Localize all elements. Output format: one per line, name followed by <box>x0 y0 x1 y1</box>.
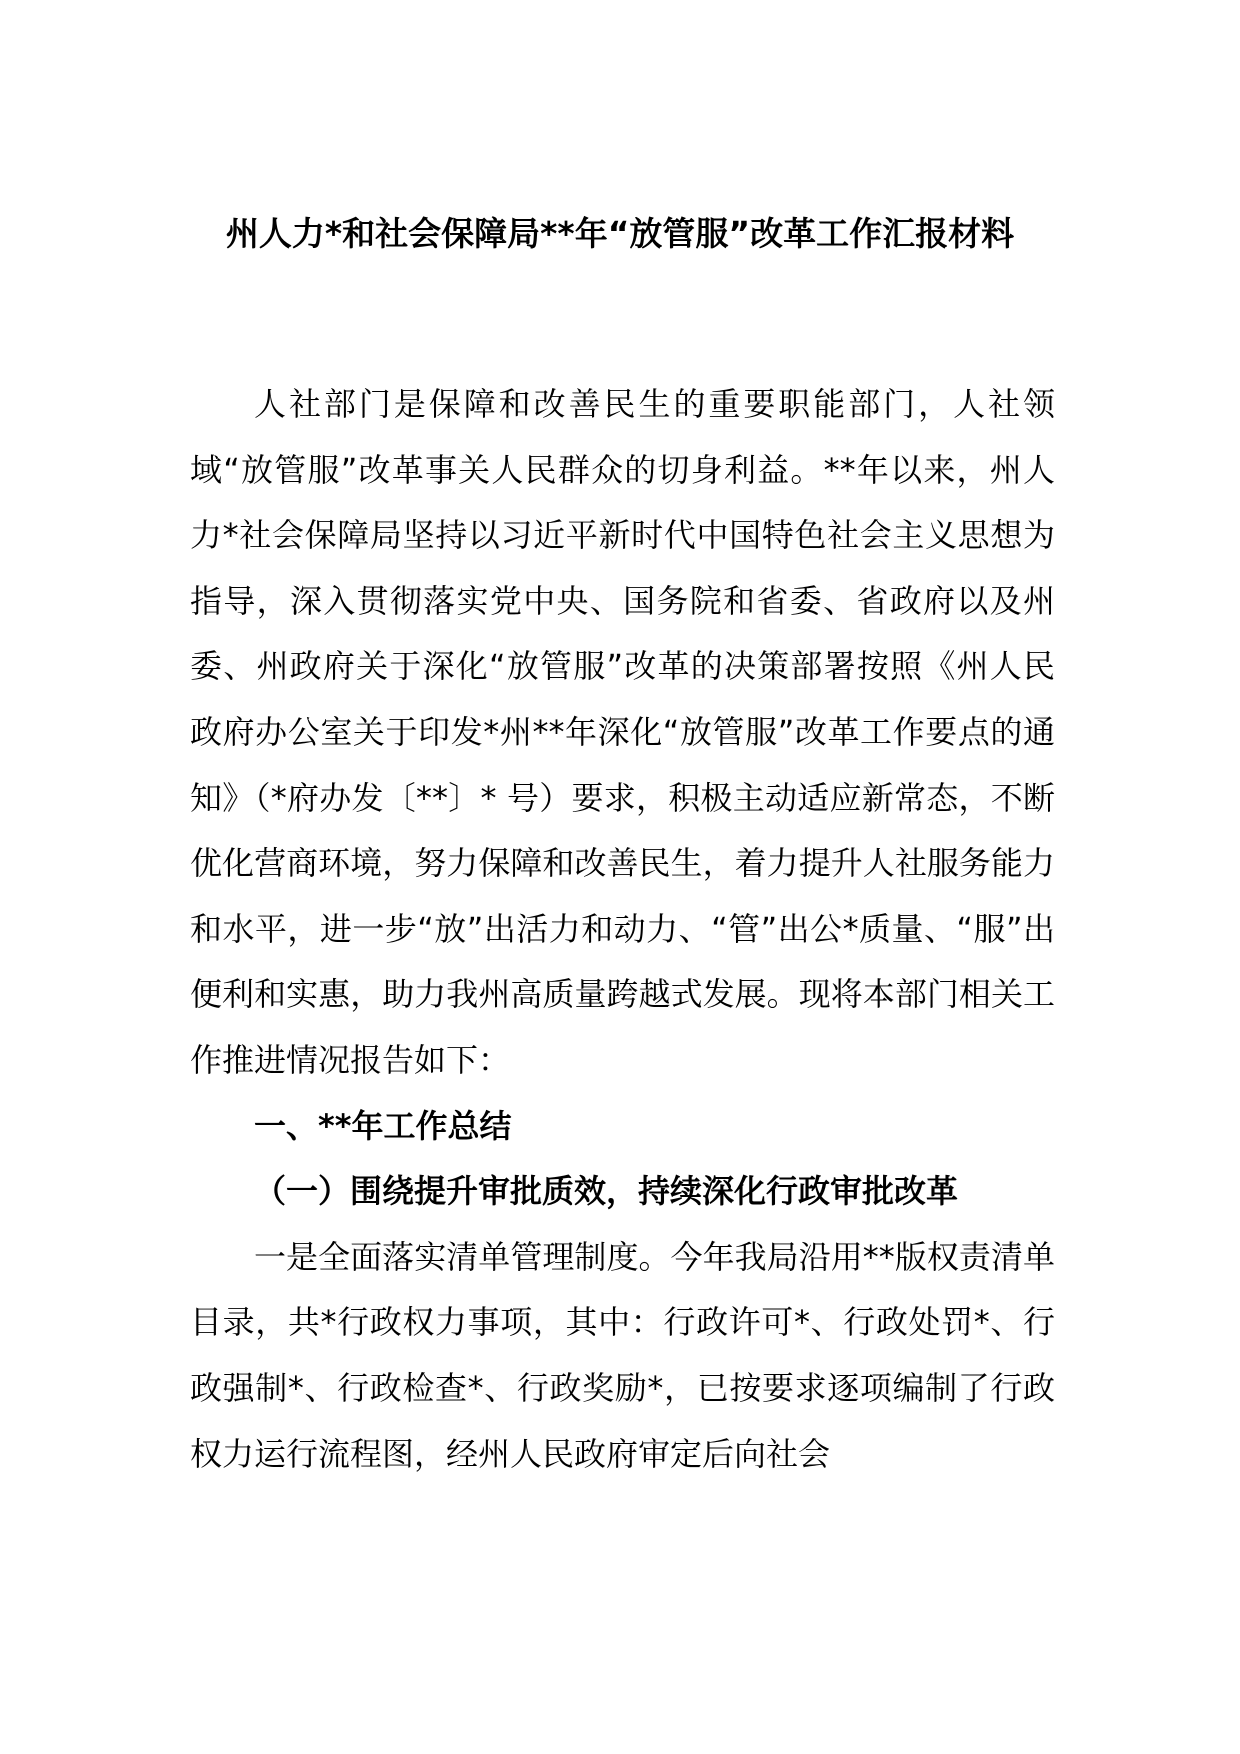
document-body <box>190 372 1055 1487</box>
section-heading: 一、**年工作总结 <box>254 1106 512 1145</box>
subsection-heading: （一）围绕提升审批质效，持续深化行政审批改革 <box>254 1172 959 1211</box>
document-title: 州人力*和社会保障局**年“放管服”改革工作汇报材料 <box>225 214 1015 253</box>
body-paragraph: 一是全面落实清单管理制度。今年我局沿用**版权责清单目录，共*行政权力事项，其中：行政许可*、行政处罚*、行政强制*、行政检查*、行政奖励*，已按要求逐项编制了行政权力运行流程图，经州人民政府审定后向社会 <box>190 1237 1055 1473</box>
intro-paragraph: 人社部门是保障和改善民生的重要职能部门，人社领域“放管服”改革事关人民群众的切身利益。**年以来，州人力*社会保障局坚持以习近平新时代中国特色社会主义思想为指导，深入贯彻落实党中央、国务院和省委、省政府以及州委、州政府关于深化“放管服”改革的决策部署按照《州人民政府办公室关于印发*州**年深化“放管服”改革工作要点的通知》（*府办发〔**〕* 号）要求，积极主动适应新常态，不断优化营商环境，努力保障和改善民生，着力提升人社服务能力和水平，进一步“放”出活力和动力、“管”出公*质量、“服”出便利和实惠，助力我州高质量跨越式发展。现将本部门相关工作推进情况报告如下： <box>190 385 1055 1079</box>
